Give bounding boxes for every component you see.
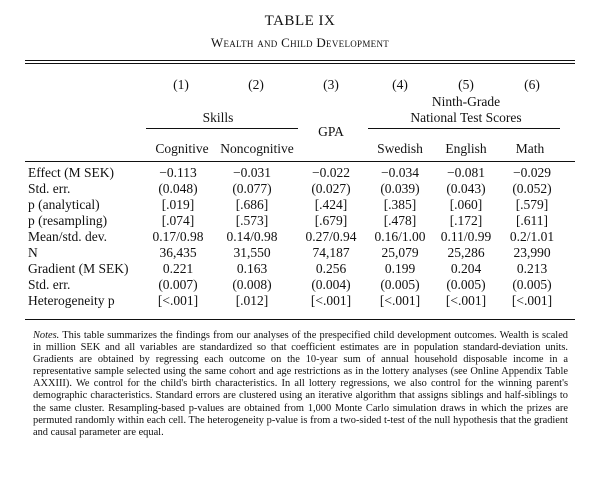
table-cell: [.060] xyxy=(449,197,483,212)
table-cell: [.074] xyxy=(161,213,195,228)
column-header-math: Math xyxy=(515,141,545,156)
table-cell: 31,550 xyxy=(233,245,271,260)
table-cell: −0.029 xyxy=(513,165,551,180)
table-cell: [.012] xyxy=(235,293,269,308)
skills-underline xyxy=(146,128,298,129)
table-cell: [<.001] xyxy=(310,293,352,308)
column-number: (6) xyxy=(524,77,540,92)
table-title: TABLE IX xyxy=(264,13,336,29)
table-cell: 0.2/1.01 xyxy=(509,229,555,244)
table-cell: [.579] xyxy=(515,197,549,212)
row-label: p (resampling) xyxy=(28,213,108,228)
column-header-english: English xyxy=(445,141,487,156)
table-cell: (0.077) xyxy=(232,181,272,196)
table-cell: (0.052) xyxy=(512,181,552,196)
table-cell: (0.005) xyxy=(446,277,486,292)
group-header-skills: Skills xyxy=(202,110,234,125)
column-number: (4) xyxy=(392,77,408,92)
table-cell: [.385] xyxy=(383,197,417,212)
group-header-national-tests: National Test Scores xyxy=(410,110,522,125)
table-cell: −0.113 xyxy=(159,165,197,180)
row-label: Effect (M SEK) xyxy=(28,165,114,180)
header-rule xyxy=(25,161,575,162)
table-cell: 25,079 xyxy=(381,245,419,260)
row-label: Mean/std. dev. xyxy=(28,229,107,244)
tests-underline xyxy=(368,128,560,129)
table-cell: 0.213 xyxy=(516,261,548,276)
table-cell: [<.001] xyxy=(379,293,421,308)
bottom-rule xyxy=(25,319,575,320)
table-cell: 0.14/0.98 xyxy=(226,229,278,244)
table-cell: [<.001] xyxy=(445,293,487,308)
table-cell: 36,435 xyxy=(159,245,197,260)
table-notes xyxy=(33,330,568,439)
notes-text: This table summarizes the findings from our analyses of the prespecified child development outcomes. Wealth is scaled in million SEK and all variables are standardized so that coefficient estimates are in population standard-deviation units. Gradients are obtained by regressing each outcome on the 10-year sum of annual household disposable income in a representative sample selected using the same cohort and age restrictions as in the lottery analyses (see Online Appendix Table AXXIII). We control for the child's birth characteristics. In all lottery regressions, we also control for the winning parent's demographic characteristics. Standard errors are clustered using an iterative algorithm that assigns siblings and half-siblings to the same cluster. Resampling-based p-values are obtained from 1,000 Monte Carlo simulation draws in which the prizes are permuted randomly within each cell. The heterogeneity p-value is from a two-sided t-test of the null hypothesis that the gradient and causal parameter are equal. xyxy=(33,330,568,438)
table-cell: [.424] xyxy=(314,197,348,212)
table-cell: −0.031 xyxy=(233,165,271,180)
row-label: Std. err. xyxy=(28,277,71,292)
table-cell: 0.17/0.98 xyxy=(152,229,204,244)
table-cell: [<.001] xyxy=(511,293,553,308)
column-number: (2) xyxy=(248,77,264,92)
table-cell: (0.027) xyxy=(311,181,351,196)
table-cell: −0.022 xyxy=(312,165,350,180)
table-cell: [.686] xyxy=(235,197,269,212)
table-cell: 0.204 xyxy=(450,261,482,276)
table-cell: 0.221 xyxy=(162,261,194,276)
row-label: Std. err. xyxy=(28,181,71,196)
column-number: (5) xyxy=(458,77,474,92)
table-cell: 0.16/1.00 xyxy=(374,229,426,244)
table-cell: [.679] xyxy=(314,213,348,228)
table-cell: [<.001] xyxy=(157,293,199,308)
table-cell: (0.008) xyxy=(232,277,272,292)
table-cell: −0.081 xyxy=(447,165,485,180)
table-subtitle: Wealth and Child Development xyxy=(210,35,390,50)
group-header-ninth-grade: Ninth-Grade xyxy=(431,94,501,109)
table-cell: (0.048) xyxy=(158,181,198,196)
table-cell: (0.004) xyxy=(311,277,351,292)
table-cell: 0.199 xyxy=(384,261,416,276)
table-cell: 0.163 xyxy=(236,261,268,276)
column-number: (1) xyxy=(173,77,189,92)
table-cell: [.172] xyxy=(449,213,483,228)
table-cell: 0.256 xyxy=(315,261,347,276)
column-number: (3) xyxy=(323,77,339,92)
table-cell: −0.034 xyxy=(381,165,419,180)
table-cell: 74,187 xyxy=(312,245,350,260)
row-label: p (analytical) xyxy=(28,197,100,212)
table-cell: [.019] xyxy=(161,197,195,212)
row-label: Gradient (M SEK) xyxy=(28,261,129,276)
column-header-cognitive: Cognitive xyxy=(155,141,209,156)
table-cell: (0.039) xyxy=(380,181,420,196)
table-cell: [.573] xyxy=(235,213,269,228)
table-cell: (0.007) xyxy=(158,277,198,292)
row-label: N xyxy=(28,245,38,260)
column-header-noncognitive: Noncognitive xyxy=(220,141,294,156)
table-cell: (0.005) xyxy=(380,277,420,292)
table-cell: 25,286 xyxy=(447,245,485,260)
top-rule-double xyxy=(25,63,575,64)
top-rule xyxy=(25,60,575,61)
table-cell: 0.27/0.94 xyxy=(305,229,357,244)
table-cell: (0.043) xyxy=(446,181,486,196)
table-cell: [.478] xyxy=(383,213,417,228)
row-label: Heterogeneity p xyxy=(28,293,115,308)
notes-label: Notes. xyxy=(33,330,60,341)
table-cell: 0.11/0.99 xyxy=(440,229,492,244)
group-header-gpa: GPA xyxy=(318,124,344,139)
table-cell: 23,990 xyxy=(513,245,551,260)
table-cell: [.611] xyxy=(515,213,549,228)
column-header-swedish: Swedish xyxy=(377,141,423,156)
table-cell: (0.005) xyxy=(512,277,552,292)
